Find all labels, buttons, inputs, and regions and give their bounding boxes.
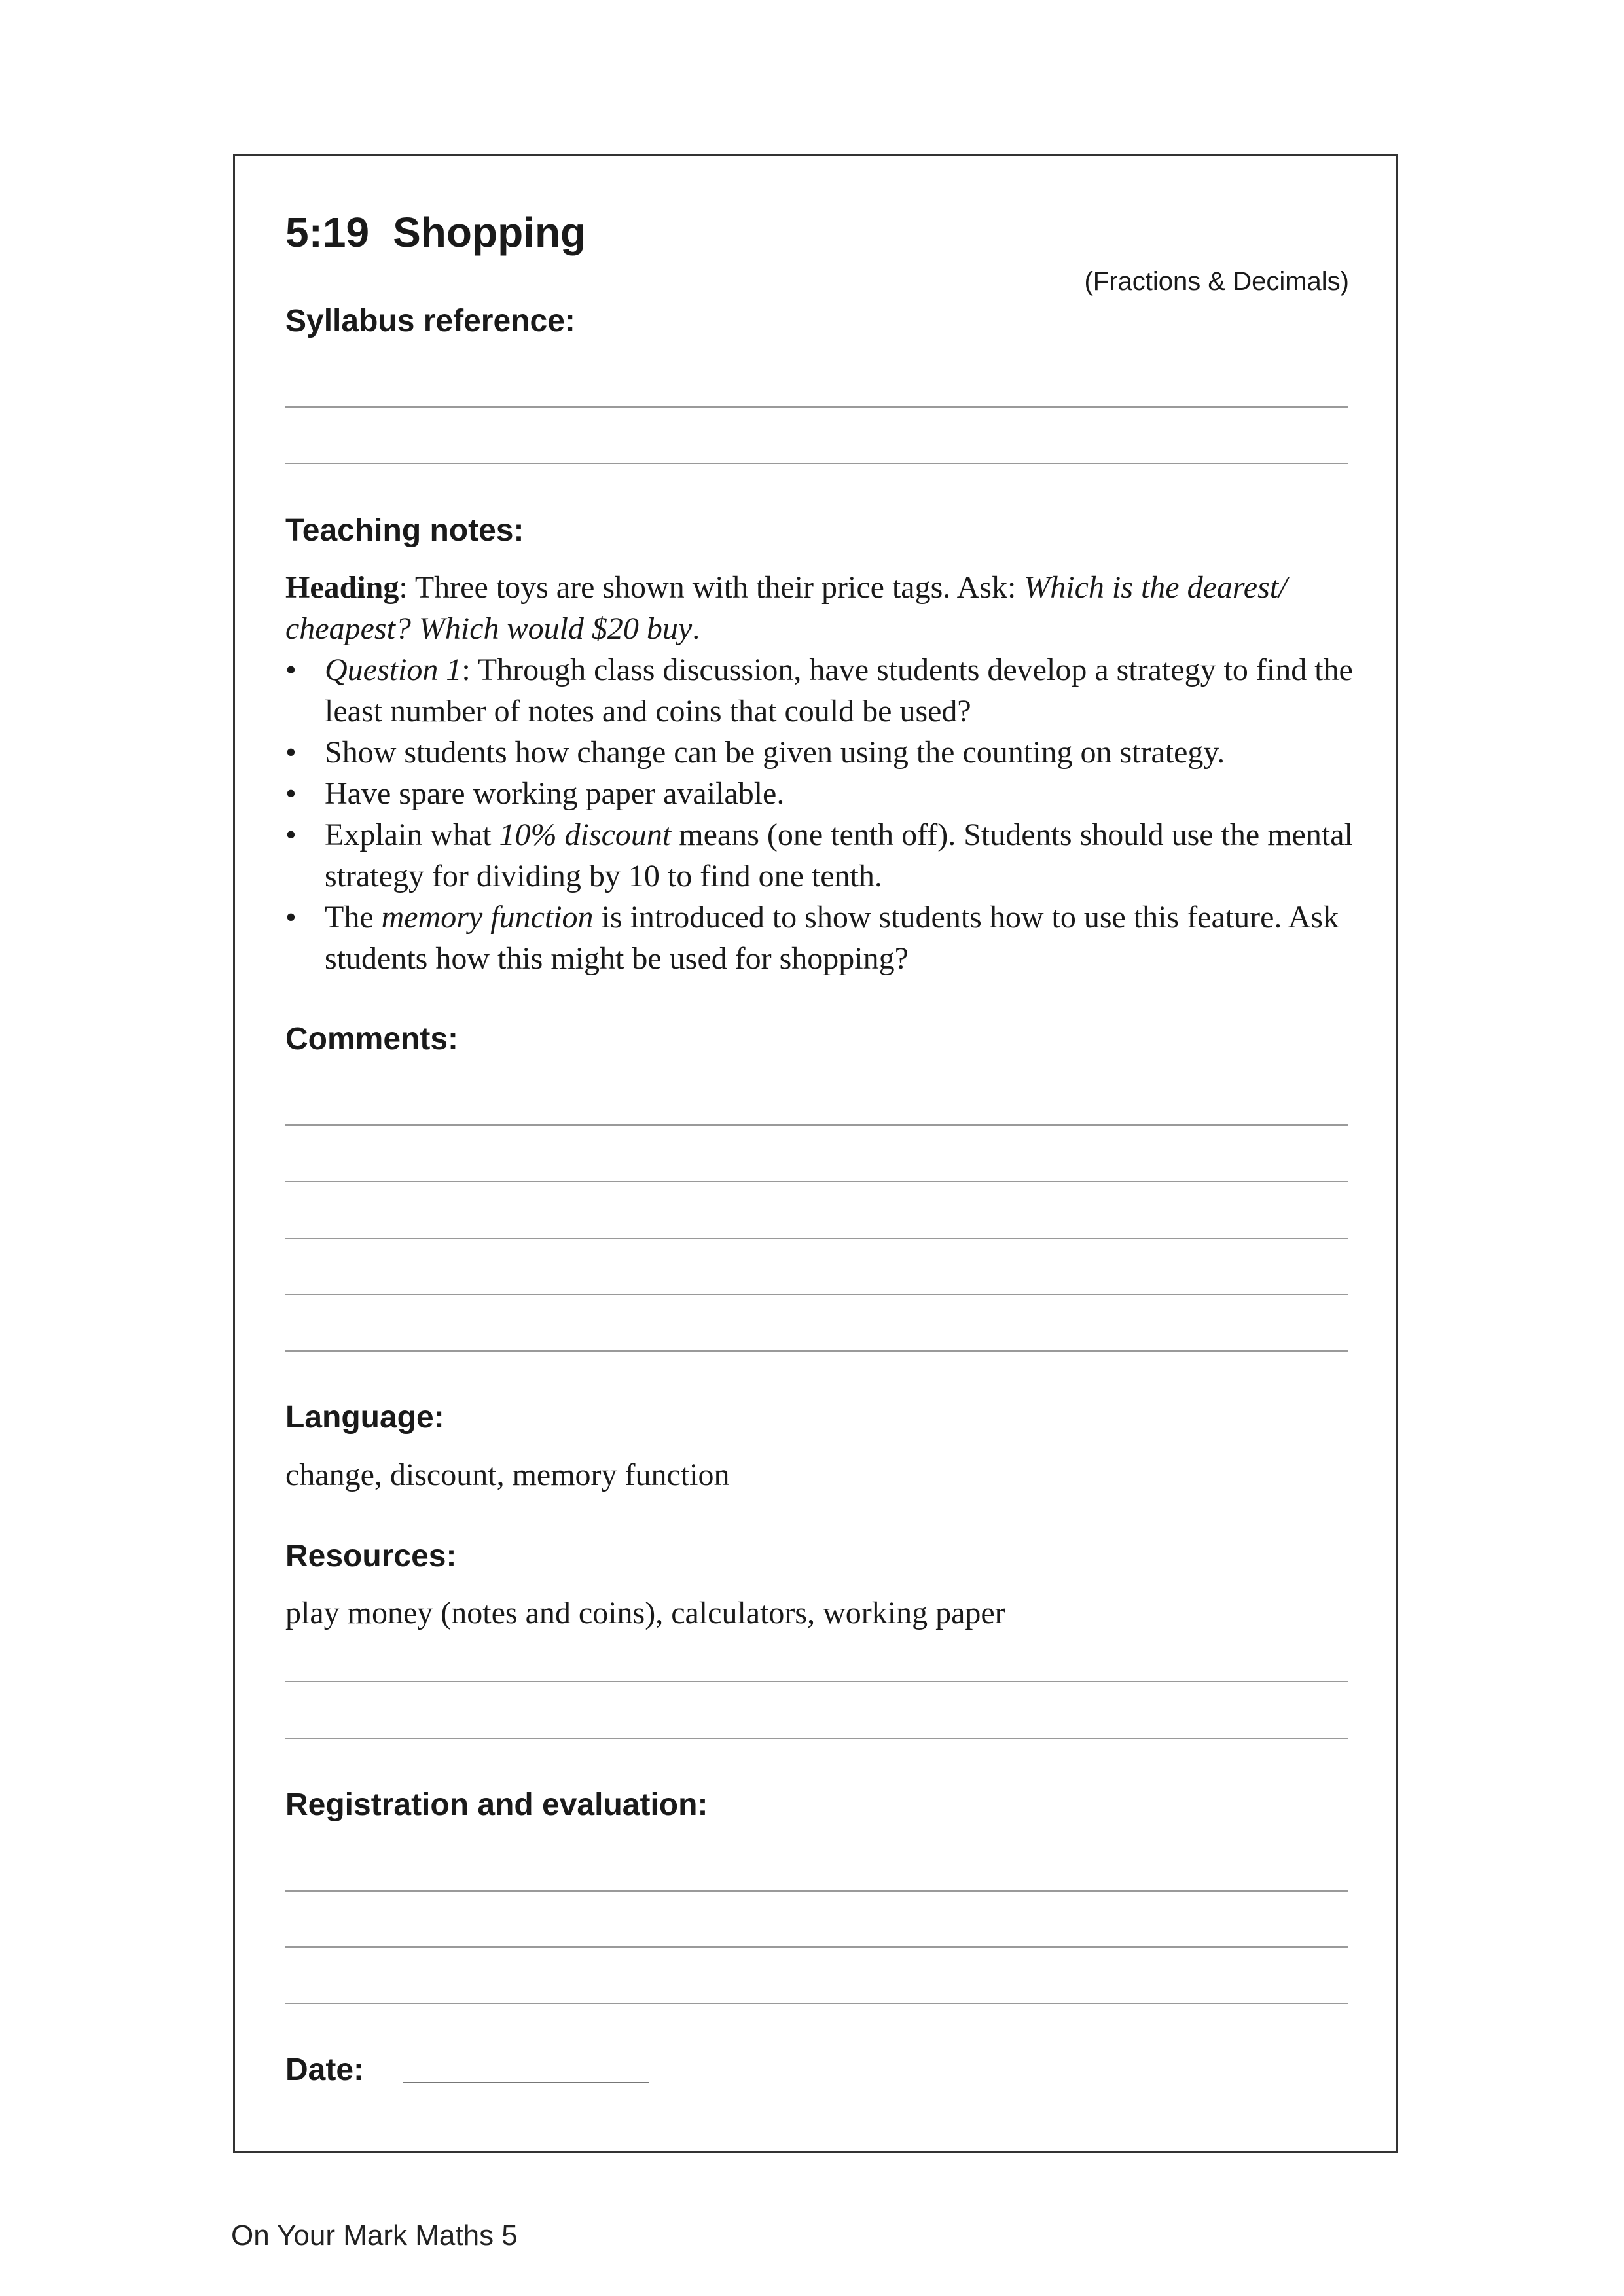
lesson-number: 5:19 [285,209,370,256]
registration-line-1[interactable] [285,1890,1348,1892]
syllabus-heading: Syllabus reference: [285,304,575,338]
intro-question: Which is the dearest/ cheapest? Which would $20 buy [285,570,1288,646]
comments-heading: Comments: [285,1022,459,1056]
intro-end: . [692,611,700,646]
syllabus-line-2[interactable] [285,463,1348,464]
registration-heading: Registration and evaluation: [285,1787,708,1822]
intro-paragraph [285,567,1359,649]
teaching-notes-body [285,567,1359,979]
page-border [233,154,1398,2153]
comments-line-1[interactable] [285,1124,1348,1126]
resources-line-2[interactable] [285,1738,1348,1739]
intro-text: : Three toys are shown with their price tags. Ask: [399,570,1024,605]
language-text: change, discount, memory function [285,1458,730,1492]
date-field[interactable] [403,2082,649,2083]
bullet-4-pre: Explain what [325,817,499,852]
syllabus-line-1[interactable] [285,406,1348,408]
comments-line-5[interactable] [285,1350,1348,1352]
comments-line-4[interactable] [285,1294,1348,1295]
bullet-4-emphasis: 10% discount [499,817,672,852]
bullet-3-text: Have spare working paper available. [325,776,785,811]
bullet-5-emphasis: memory function [381,900,594,935]
teaching-notes-list [285,649,1359,979]
teaching-notes-heading: Teaching notes: [285,513,524,548]
comments-line-3[interactable] [285,1238,1348,1239]
bullet-2-text: Show students how change can be given using the counting on strategy. [325,735,1225,770]
date-label: Date: [285,2053,365,2087]
bullet-1-emphasis: Question 1 [325,653,462,687]
list-item [285,814,1359,897]
language-heading: Language: [285,1400,444,1435]
bullet-1-text: : Through class discussion, have students develop a strategy to find the least number of notes and coins that could be used? [325,653,1353,728]
resources-line-1[interactable] [285,1681,1348,1682]
registration-line-3[interactable] [285,2003,1348,2004]
bullet-5-pre: The [325,900,382,935]
comments-line-2[interactable] [285,1181,1348,1182]
list-item [285,773,1359,814]
resources-heading: Resources: [285,1539,457,1573]
list-item [285,649,1359,732]
footer-text: On Your Mark Maths 5 [231,2219,518,2251]
bullet-5-text: is introduced to show students how to use this feature. Ask students how this might be used for shopping? [325,900,1339,976]
page-title [285,208,586,257]
registration-line-2[interactable] [285,1946,1348,1948]
topic-label: (Fractions & Decimals) [1084,267,1349,296]
bullet-4-text: means (one tenth off). Students should use the mental strategy for dividing by 10 to find one tenth. [325,817,1353,893]
lesson-title: Shopping [393,209,586,256]
resources-text: play money (notes and coins), calculators, working paper [285,1596,1005,1630]
list-item [285,897,1359,979]
list-item [285,732,1359,773]
intro-label: Heading [285,570,399,605]
